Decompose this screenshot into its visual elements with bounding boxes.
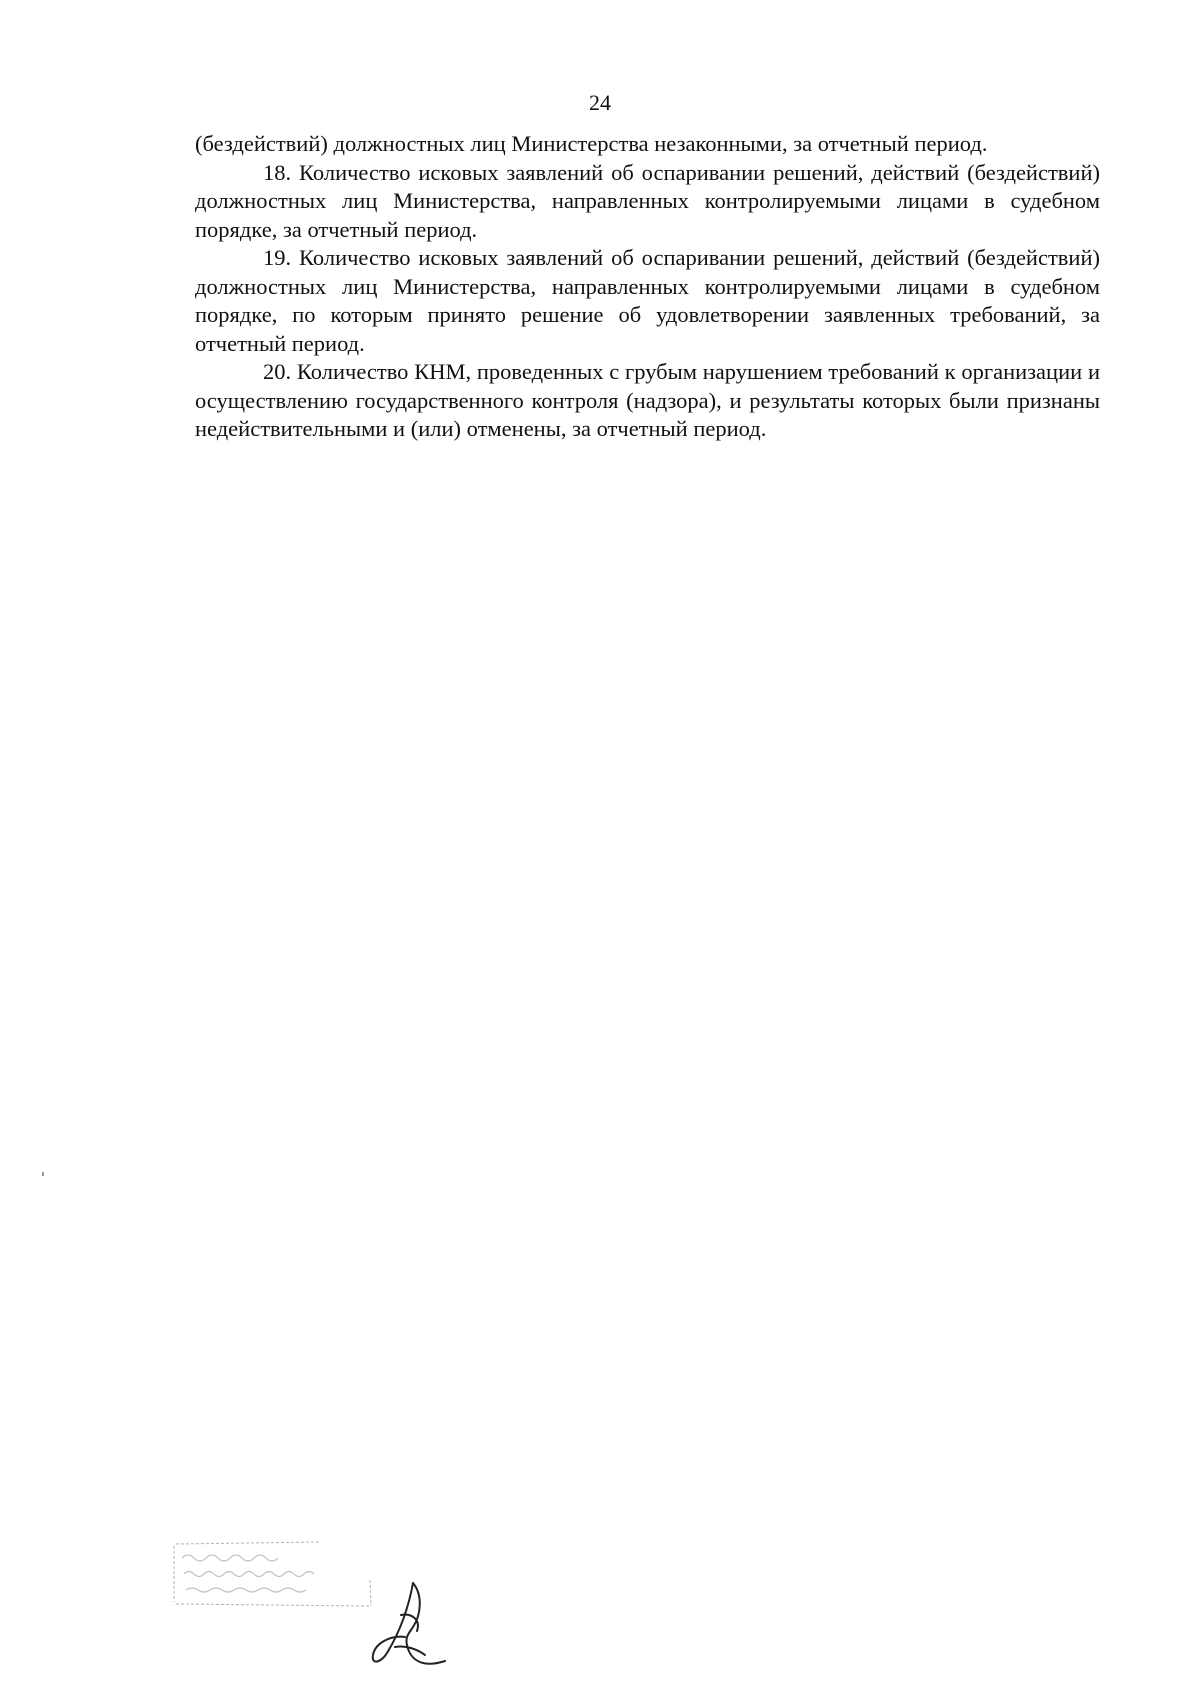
page-number: 24 (589, 90, 611, 115)
paragraph-item-19: 19. Количество исковых заявлений об оспаривании решений, действий (бездействий) должностных лиц Министерства, направленных контролируемыми лицами в судебном порядке, по которым принято решение об удовлетворении заявленных требований, за отчетный период. (195, 245, 1100, 356)
paragraph-item-18: 18. Количество исковых заявлений об оспаривании решений, действий (бездействий) должностных лиц Министерства, направленных контролируемыми лицами в судебном порядке, за отчетный период. (195, 159, 1100, 242)
handwritten-signature-icon (365, 1575, 455, 1670)
margin-mark (42, 1172, 44, 1176)
faded-stamp-icon (170, 1540, 385, 1610)
paragraph-item-20: 20. Количество КНМ, проведенных с грубым нарушением требований к организации и осуществлению государственного контроля (надзора), и результаты которых были признаны недействительными и (или) отменены, за отчетный период. (195, 359, 1100, 441)
document-body (195, 130, 1100, 444)
paragraph-continuation: (бездействий) должностных лиц Министерства незаконными, за отчетный период. (195, 131, 988, 156)
